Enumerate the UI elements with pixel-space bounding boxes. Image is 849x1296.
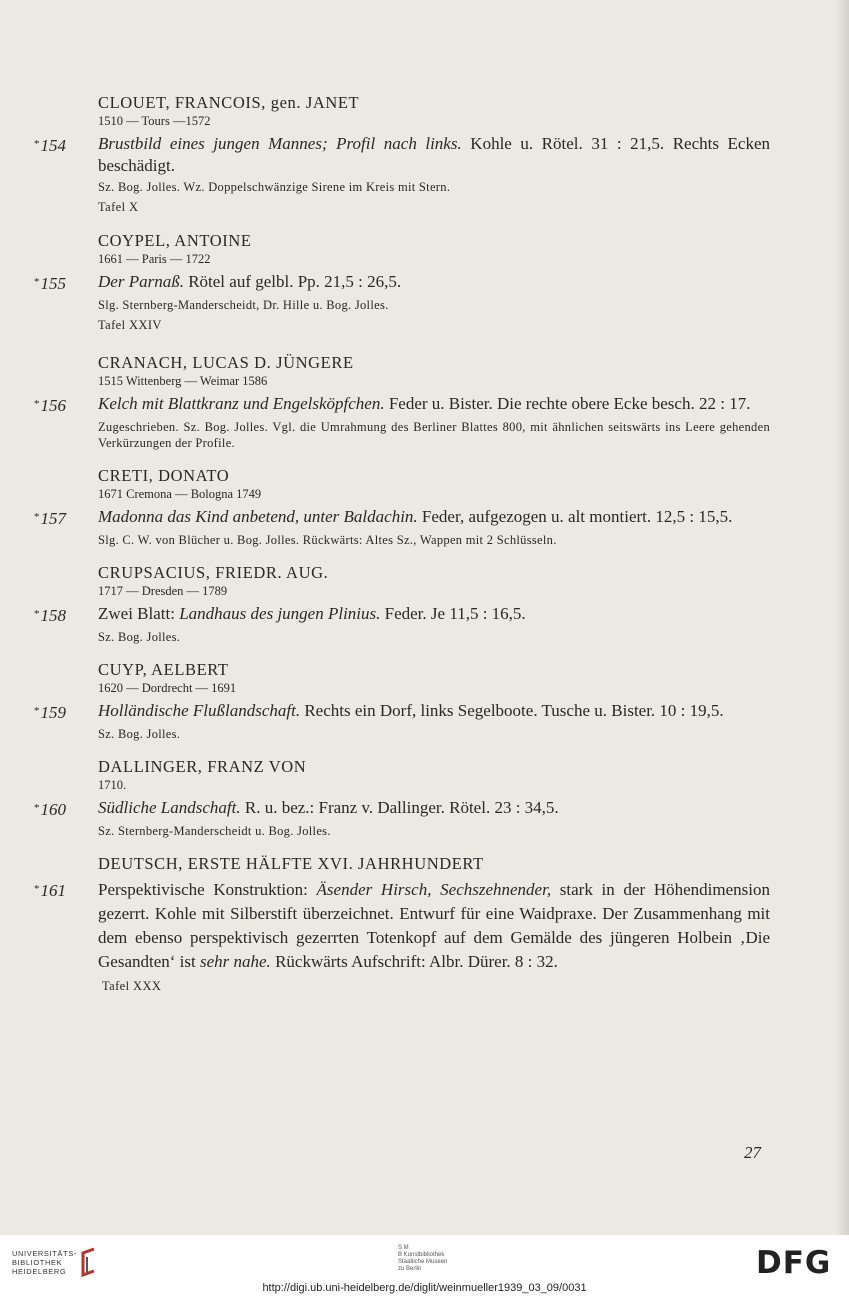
- lot-number: *159: [34, 703, 66, 722]
- lot-description: Zwei Blatt: Landhaus des jungen Plinius. Feder. Je 11,5 : 16,5.: [98, 604, 526, 623]
- lot-number: *155: [34, 274, 66, 293]
- catalog-entry-155: [30, 230, 770, 334]
- lot-description: Perspektivische Konstruktion: Äsender Hirsch, Sechszehnender, stark in der Höhendimension gezerrt. Kohle mit Silberstift überzeichnet. Entwurf für eine Waidpraxe. Der Zusammenhang mit dem ebenso perspektivisch gezerrten Totenkopf auf dem Gemälde des jüngeren Holbein ‚Die Gesandten‘ ist sehr nahe. Rückwärts Aufschrift: Albr. Dürer. 8 : 32.: [98, 880, 770, 971]
- artist-name: CRETI, DONATO: [98, 466, 230, 485]
- lot-description: Südliche Landschaft. R. u. bez.: Franz v. Dallinger. Rötel. 23 : 34,5.: [98, 798, 559, 817]
- catalog-entry-156: [30, 352, 770, 451]
- provenance-note: Slg. Sternberg-Manderscheidt, Dr. Hille u. Bog. Jolles.: [98, 298, 389, 312]
- lot-number: *157: [34, 509, 66, 528]
- lot-number: *160: [34, 800, 66, 819]
- lot-description: Der Parnaß. Rötel auf gelbl. Pp. 21,5 : 26,5.: [98, 272, 402, 291]
- footer-bar: [0, 1235, 849, 1296]
- artist-name: COYPEL, ANTOINE: [98, 231, 252, 250]
- provenance-note: Sz. Sternberg-Manderscheidt u. Bog. Jolles.: [98, 824, 331, 838]
- artist-dates: 1671 Cremona — Bologna 1749: [98, 487, 262, 501]
- artist-dates: 1661 — Paris — 1722: [98, 252, 211, 266]
- source-url-link[interactable]: http://digi.ub.uni-heidelberg.de/diglit/weinmueller1939_03_09/0031: [262, 1282, 587, 1294]
- lot-description: Kelch mit Blattkranz und Engelsköpfchen. Feder u. Bister. Die rechte obere Ecke besch. 22 : 17.: [98, 394, 751, 413]
- lot-description: Madonna das Kind anbetend, unter Baldachin. Feder, aufgezogen u. alt montiert. 12,5 : 15,5.: [98, 507, 733, 526]
- artist-dates: 1717 — Dresden — 1789: [98, 584, 228, 598]
- catalog-entry-154: [30, 92, 770, 216]
- provenance-note: Slg. C. W. von Blücher u. Bog. Jolles. Rückwärts: Altes Sz., Wappen mit 2 Schlüsseln.: [98, 533, 557, 547]
- provenance-note: Sz. Bog. Jolles.: [98, 630, 181, 644]
- provenance-note: Sz. Bog. Jolles. Wz. Doppelschwänzige Sirene im Kreis mit Stern.: [98, 180, 451, 194]
- artist-dates: 1620 — Dordrecht — 1691: [98, 681, 237, 695]
- artist-name: CRANACH, LUCAS D. JÜNGERE: [98, 353, 354, 372]
- lot-number: *154: [34, 136, 66, 155]
- catalog-content: [30, 92, 770, 1009]
- catalog-entry-159: [30, 659, 770, 742]
- university-library-label: UNIVERSITÄTS- BIBLIOTHEK HEIDELBERG: [12, 1249, 77, 1276]
- plate-reference: Tafel X: [98, 200, 139, 214]
- page-number: 27: [744, 1143, 761, 1162]
- artist-name: CRUPSACIUS, FRIEDR. AUG.: [98, 563, 329, 582]
- provenance-note: Sz. Bog. Jolles.: [98, 727, 181, 741]
- artist-name: CUYP, AELBERT: [98, 660, 229, 679]
- dfg-logo: DFG: [756, 1245, 832, 1281]
- lot-description: Brustbild eines jungen Mannes; Profil nach links. Kohle u. Rötel. 31 : 21,5. Rechts Ecken beschädigt.: [98, 134, 770, 175]
- artist-name: DALLINGER, FRANZ VON: [98, 757, 307, 776]
- lot-number: *161: [34, 881, 66, 900]
- plate-reference: Tafel XXIV: [98, 318, 162, 332]
- catalog-entry-158: [30, 562, 770, 645]
- lot-description: Holländische Flußlandschaft. Rechts ein Dorf, links Segelboote. Tusche u. Bister. 10 : 19,5.: [98, 701, 724, 720]
- artist-name: CLOUET, FRANCOIS, gen. JANET: [98, 93, 360, 112]
- plate-reference: Tafel XXX: [102, 979, 162, 993]
- smb-kunstbibliothek-logo: S M B Kunstbibliothek Staatliche Museen zu Berlin: [398, 1245, 448, 1272]
- university-logo-icon: [74, 1245, 102, 1284]
- artist-dates: 1710.: [98, 778, 127, 792]
- artist-dates: 1510 — Tours —1572: [98, 114, 211, 128]
- provenance-note: Zugeschrieben. Sz. Bog. Jolles. Vgl. die Umrahmung des Berliner Blattes 800, mit ähnlichen seitswärts ins Leere gehenden Verkürzungen der Profile.: [98, 420, 770, 450]
- catalog-entry-160: [30, 756, 770, 839]
- artist-dates: 1515 Wittenberg — Weimar 1586: [98, 374, 268, 388]
- lot-number: *156: [34, 396, 66, 415]
- catalog-entry-161: [30, 853, 770, 995]
- lot-number: *158: [34, 606, 66, 625]
- catalog-entry-157: [30, 465, 770, 548]
- artist-name: DEUTSCH, ERSTE HÄLFTE XVI. JAHRHUNDERT: [98, 854, 484, 873]
